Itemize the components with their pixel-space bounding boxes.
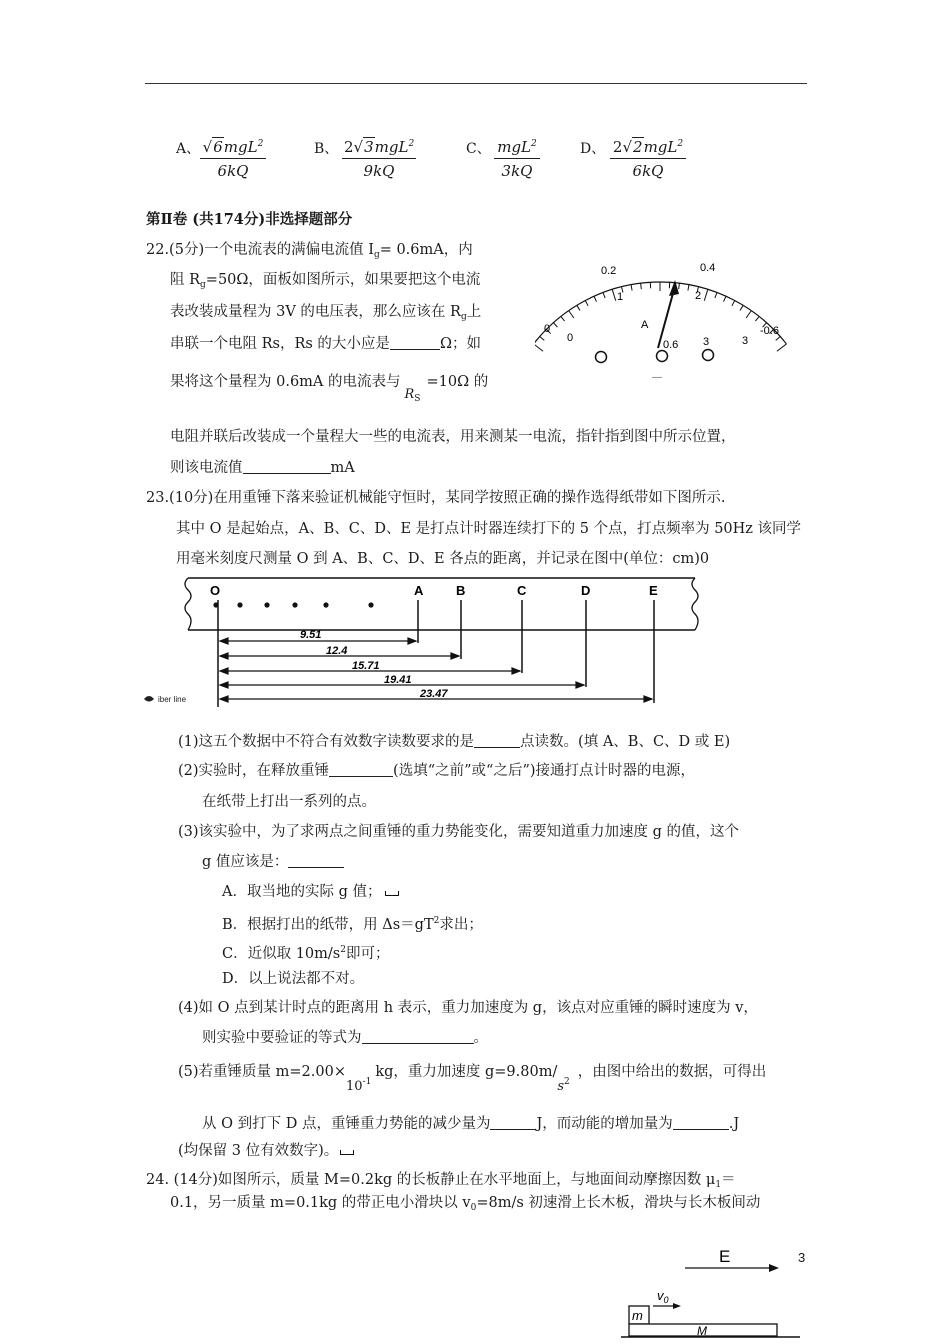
q23-sub2: (2)实验时，在释放重锤 (选填“之前”或“之后”)接通打点计时器的电源， (178, 763, 696, 779)
choice-a: A．取当地的实际 g 值； (222, 882, 399, 902)
blank-rs[interactable] (390, 335, 440, 350)
field-label: E (719, 1247, 731, 1266)
header-rule (145, 83, 807, 84)
q22-line-2: 阻 $R_g=50\Omega$，面板如图所示，如果要把这个电流 (170, 272, 481, 290)
option-c-formula: mgL$^2$ 3kQ (494, 133, 540, 183)
terminal-label-3: 3 (703, 336, 710, 348)
q23-line-1: 23.(10分)在用重锤下落来验证机械能守恒时，某同学按照正确的操作选得纸带如下图所示. (146, 490, 726, 506)
option-c-label: C、 (466, 141, 491, 157)
option-a-label: A、 (176, 141, 201, 157)
terminal-minus (596, 352, 607, 363)
ammeter-figure (535, 252, 805, 387)
tape-left-tear (185, 578, 191, 630)
meter-left-bottom-label: 0 (567, 332, 574, 344)
q23-sub5-note: (均保留 3 位有效数字)。 (178, 1141, 354, 1161)
q22-line-7: 则该电流值 mA (170, 460, 355, 476)
meter-top-label-0.4: 0.4 (700, 262, 716, 274)
choice-c: C．近似取 $10m/s^2$即可； (222, 945, 390, 962)
distance-OC: 15.71 (352, 660, 380, 672)
q22-line-6: 电阻并联后改装成一个量程大一些的电流表，用来测某一电流，指针指到图中所示位置， (170, 429, 736, 445)
meter-right-bottom-label: 3 (742, 335, 749, 347)
tape-label-O: O (210, 583, 221, 598)
option-b-label: B、 (314, 141, 339, 157)
q23-sub4-cont: 则实验中要验证的等式为 。 (202, 1030, 488, 1046)
blank-sub3[interactable] (288, 853, 344, 868)
tape-dots (213, 602, 373, 607)
meter-right-top-label: -0.6 (760, 325, 779, 337)
blank-sub2[interactable] (329, 762, 393, 777)
meter-top-label-0.2: 0.2 (601, 265, 617, 277)
distance-OA: 9.51 (300, 629, 322, 641)
blank-potential[interactable] (490, 1115, 536, 1130)
q24-line-2: 0.1，另一质量 m=0.1kg 的带正电小滑块以 $v_0=8m/s$ 初速滑上长木板，滑块与长木板间动 (170, 1195, 761, 1213)
q23-sub2-cont: 在纸带上打出一系列的点。 (202, 794, 376, 810)
blank-kinetic[interactable] (673, 1115, 729, 1130)
tape-label-A: A (414, 583, 424, 598)
meter-dash: — (652, 372, 662, 383)
tape-label-D: D (581, 583, 591, 598)
section-title: 第Ⅱ卷 (共174分)非选择题部分 (146, 211, 353, 228)
q24-figure (615, 1240, 815, 1340)
q23-sub4: (4)如 O 点到某计时点的距离用 h 表示，重力加速度为 g，该点对应重锤的瞬时速度为 v， (178, 1000, 758, 1016)
tape-label-B: B (456, 583, 466, 598)
q23-sub5-cont: 从 O 到打下 D 点，重锤重力势能的减少量为 J，而动能的增加量为 .J (202, 1116, 740, 1132)
meter-left-top-label: 0 (544, 323, 551, 335)
paper-tape-figure (140, 575, 710, 717)
option-a-formula: √6mgL$^2$ 6kQ (200, 133, 266, 183)
blank-sub4[interactable] (362, 1029, 474, 1044)
choice-d: D．以上说法都不对。 (222, 971, 365, 987)
q24-line-1: 24. (14分)如图所示，质量 M=0.2kg 的长板静止在水平地面上，与地面间动摩擦因数 $\mu_1=$ (146, 1172, 736, 1190)
option-b-formula: 2√3mgL$^2$ 9kQ (342, 133, 416, 183)
terminal-3 (703, 350, 714, 361)
tape-label-C: C (517, 583, 527, 598)
meter-mid-label-1: 1 (617, 291, 624, 303)
distance-OB: 12.4 (326, 645, 348, 657)
q22-line-3: 表改装成量程为 3V 的电压表，那么应该在 $R_g$上 (170, 304, 482, 322)
logo-icon (144, 695, 187, 704)
q22-line-1: 22.(5分)一个电流表的满偏电流值 $I_g= 0.6mA$，内 (146, 242, 473, 260)
svg-text:iber line: iber line (158, 695, 187, 704)
choice-b: B．根据打出的纸带，用 $\Delta s=gT^2$求出； (222, 916, 483, 933)
terminal-label-0.6: 0.6 (663, 339, 679, 351)
tape-right-tear (692, 578, 698, 630)
q22-line-5: 果将这个量程为 0.6mA 的电流表与$R_S=10\Omega$ 的 (170, 374, 489, 404)
page-number: 3 (798, 1250, 806, 1265)
velocity-label: $v_0$ (657, 1288, 669, 1305)
option-d-label: D、 (580, 141, 606, 157)
q22-line-4: 串联一个电阻 Rs，Rs 的大小应是 Ω；如 (170, 336, 481, 352)
q23-line-2: 其中 O 是起始点，A、B、C、D、E 是打点计时器连续打下的 5 个点，打点频率为 50Hz 该同学 (176, 521, 802, 537)
meter-mid-label-2: 2 (695, 290, 702, 302)
svg-text:M: M (697, 1324, 707, 1338)
distance-OE: 23.47 (420, 688, 448, 700)
terminal-0.6 (657, 351, 668, 362)
q23-sub3: (3)该实验中，为了求两点之间重锤的重力势能变化，需要知道重力加速度 g 的值，这个 (178, 824, 740, 840)
option-d-formula: 2√2mgL$^2$ 6kQ (610, 133, 686, 183)
distance-OD: 19.41 (384, 674, 412, 686)
tape-label-E: E (649, 583, 658, 598)
q23-sub3-cont: g 值应该是： (202, 852, 344, 872)
q23-sub1: (1)这五个数据中不符合有效数字读数要求的是 点读数。(填 A、B、C、D 或 E) (178, 734, 731, 750)
q23-line-3: 用毫米刻度尺测量 O 到 A、B、C、D、E 各点的距离，并记录在图中(单位：cm)0 (176, 551, 710, 567)
blank-current[interactable] (243, 459, 331, 474)
blank-sub1[interactable] (474, 733, 520, 748)
q23-sub5: (5)若重锤质量 $m=2.00\times 10_{-1}kg$，重力加速度 $g=9.80m/s_2$，由图中给出的数据，可得出 (178, 1064, 767, 1094)
meter-unit-label: A (641, 319, 649, 331)
svg-text:m: m (632, 1308, 643, 1323)
